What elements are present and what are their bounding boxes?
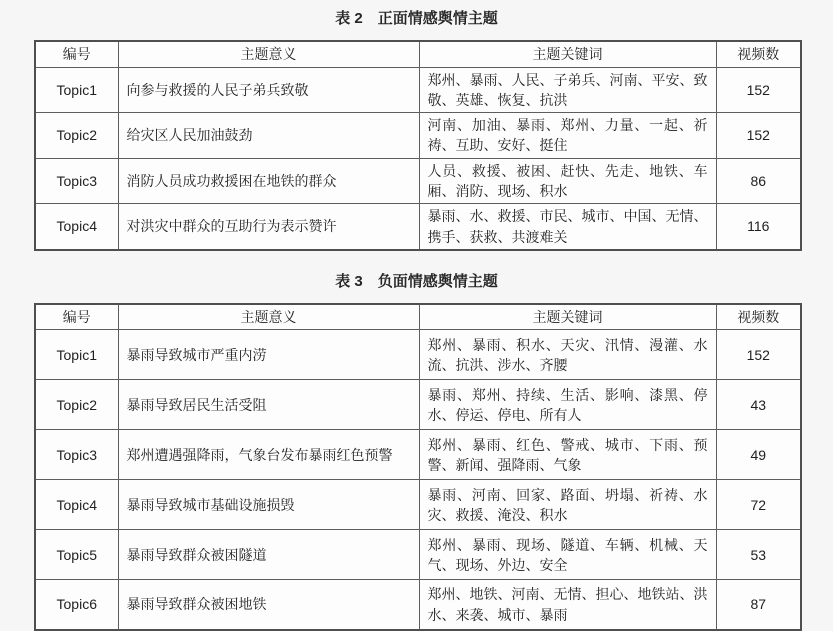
topic-id: Topic3 [35,158,118,204]
topic-meaning: 暴雨导致群众被困隧道 [118,530,419,580]
topic-video-count: 49 [716,430,801,480]
table-row [35,530,801,580]
topic-meaning: 对洪灾中群众的互助行为表示赞许 [118,204,419,250]
table2-header-row [35,41,801,67]
table-row [35,480,801,530]
topic-keywords: 郑州、暴雨、人民、子弟兵、河南、平安、致敬、英雄、恢复、抗洪 [419,67,716,113]
topic-id: Topic2 [35,380,118,430]
topic-video-count: 152 [716,330,801,380]
table-row [35,330,801,380]
table-row [35,67,801,113]
table-row [35,430,801,480]
table-row [35,158,801,204]
topic-keywords: 郑州、地铁、河南、无情、担心、地铁站、洪水、来袭、城市、暴雨 [419,580,716,630]
topic-keywords: 河南、加油、暴雨、郑州、力量、一起、祈祷、互助、安好、挺住 [419,113,716,159]
topic-keywords: 郑州、暴雨、红色、警戒、城市、下雨、预警、新闻、强降雨、气象 [419,430,716,480]
topic-video-count: 87 [716,580,801,630]
table-positive-topics [34,40,802,251]
topic-meaning: 暴雨导致居民生活受阻 [118,380,419,430]
table-row [35,113,801,159]
topic-keywords: 暴雨、郑州、持续、生活、影响、漆黑、停水、停运、停电、所有人 [419,380,716,430]
table2-header-id: 编号 [35,41,118,67]
topic-video-count: 152 [716,67,801,113]
table3-header-row [35,304,801,330]
table-negative-topics [34,303,802,631]
topic-video-count: 53 [716,530,801,580]
table3-header-meaning: 主题意义 [118,304,419,330]
topic-video-count: 43 [716,380,801,430]
table3-header-id: 编号 [35,304,118,330]
topic-id: Topic2 [35,113,118,159]
table3-header-keywords: 主题关键词 [419,304,716,330]
topic-video-count: 116 [716,204,801,250]
topic-meaning: 消防人员成功救援困在地铁的群众 [118,158,419,204]
topic-meaning: 暴雨导致城市基础设施损毁 [118,480,419,530]
topic-id: Topic3 [35,430,118,480]
topic-keywords: 暴雨、河南、回家、路面、坍塌、祈祷、水灾、救援、淹没、积水 [419,480,716,530]
table2-header-keywords: 主题关键词 [419,41,716,67]
topic-meaning: 向参与救援的人民子弟兵致敬 [118,67,419,113]
topic-keywords: 郑州、暴雨、现场、隧道、车辆、机械、天气、现场、外边、安全 [419,530,716,580]
topic-meaning: 给灾区人民加油鼓劲 [118,113,419,159]
topic-keywords: 郑州、暴雨、积水、天灾、汛情、漫灌、水流、抗洪、涉水、齐腰 [419,330,716,380]
topic-video-count: 152 [716,113,801,159]
topic-meaning: 郑州遭遇强降雨，气象台发布暴雨红色预警 [118,430,419,480]
topic-id: Topic1 [35,330,118,380]
topic-id: Topic4 [35,204,118,250]
topic-keywords: 人员、救援、被困、赶快、先走、地铁、车厢、消防、现场、积水 [419,158,716,204]
table2-header-count: 视频数 [716,41,801,67]
topic-id: Topic1 [35,67,118,113]
topic-id: Topic4 [35,480,118,530]
table3-caption: 表 3 负面情感舆情主题 [335,272,498,290]
table-row [35,204,801,250]
table2-header-meaning: 主题意义 [118,41,419,67]
topic-keywords: 暴雨、水、救援、市民、城市、中国、无情、携手、获救、共渡难关 [419,204,716,250]
topic-id: Topic6 [35,580,118,630]
table-row [35,380,801,430]
table2-caption: 表 2 正面情感舆情主题 [335,10,498,27]
topic-id: Topic5 [35,530,118,580]
topic-meaning: 暴雨导致城市严重内涝 [118,330,419,380]
topic-meaning: 暴雨导致群众被困地铁 [118,580,419,630]
table-row [35,580,801,630]
topic-video-count: 72 [716,480,801,530]
table3-header-count: 视频数 [716,304,801,330]
topic-video-count: 86 [716,158,801,204]
